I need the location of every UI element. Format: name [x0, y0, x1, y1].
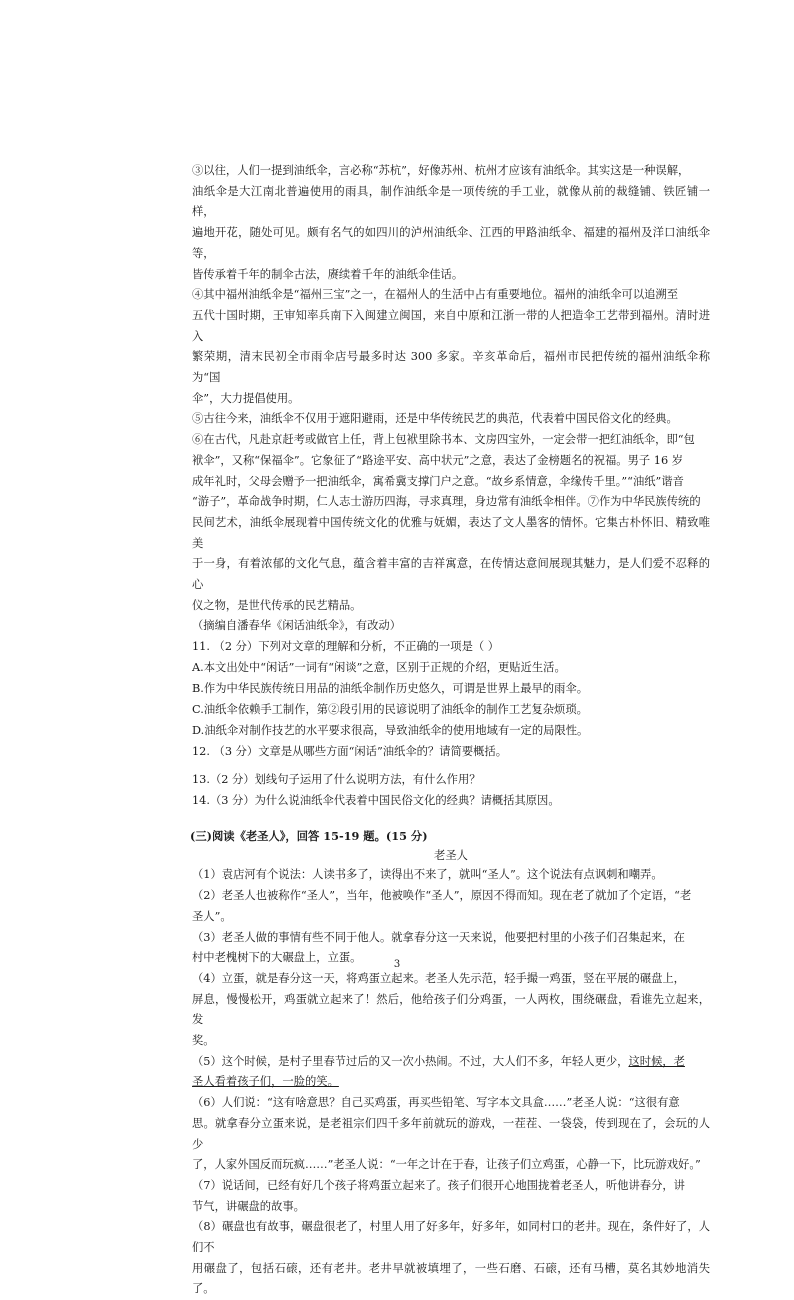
text-line: 思。就拿春分立蛋来说，是老祖宗们四千多年前就玩的游戏，一茬茬、一袋袋，传到现在了，会玩的人少: [192, 1116, 710, 1151]
story-title: 老圣人: [434, 849, 468, 863]
text-line: 五代十国时期，王审知率兵南下入闽建立闽国，来自中原和江浙一带的人把造伞工艺带到福州。清时进入: [192, 308, 710, 343]
text-line: （7）说话间，已经有好几个孩子将鸡蛋立起来了。孩子们很开心地围拢着老圣人，听他讲春分，讲: [192, 1178, 685, 1192]
question-13: 13.（2 分）划线句子运用了什么说明方法，有什么作用？: [192, 772, 481, 786]
section-heading: (三)阅读《老圣人》，回答 15-19 题。(15 分): [190, 829, 428, 844]
text-line: 伞”，大力提倡使用。: [192, 391, 300, 405]
document-body: [192, 161, 710, 1300]
paragraph-4: [192, 285, 710, 409]
text-line: 了，人家外国反而玩疯……”老圣人说：“一年之计在于春，让孩子们立鸡蛋，心静一下，比玩游戏好。”: [192, 1158, 701, 1172]
text-line: 皆传承着千年的制伞古法，赓续着千年的油纸伞佳话。: [192, 267, 464, 281]
text-line: 奖。: [192, 1034, 215, 1048]
page-number: 3: [393, 959, 401, 970]
text-line: 繁荣期，清末民初全市雨伞店号最多时达 300 多家。辛亥革命后，福州市民把传统的福州油纸伞称为“国: [192, 350, 710, 385]
text-line: 遍地开花，随处可见。颇有名气的如四川的泸州油纸伞、江西的甲路油纸伞、福建的福州及洋口油纸伞等，: [192, 226, 710, 260]
question-stem: 11. （2 分）下列对文章的理解和分析，不正确的一项是（ ）: [192, 640, 500, 654]
text-line: 油纸伞是大江南北普遍使用的雨具，制作油纸伞是一项传统的手工业，就像从前的裁缝铺、铁匠铺一样，: [192, 184, 710, 219]
text-line: 用碾盘了，包括石磙，还有老井。老井早就被填埋了，一些石磨、石磙，还有马槽，莫名其妙地消失了。: [192, 1261, 710, 1296]
underlined-sentence: 这时候，老: [628, 1054, 685, 1068]
story-paragraph-1: [192, 865, 710, 886]
story-paragraph-4: [192, 969, 710, 1052]
text-line: [192, 1072, 710, 1093]
text-line: 袱伞”，又称“保福伞”。它象征了“路途平安、高中状元”之意，表达了金榜题名的祝福。男子 16 岁: [192, 453, 684, 467]
text-line: ③以往，人们一提到油纸伞，言必称“苏杭”，好像苏州、杭州才应该有油纸伞。其实这是一种误解，: [192, 164, 690, 177]
text-line: （4）立蛋，就是春分这一天，将鸡蛋立起来。老圣人先示范，轻手撮一鸡蛋，竖在平展的碾盘上，: [192, 971, 685, 985]
text-line: （6）人们说：“这有啥意思？自己买鸡蛋，再买些铅笔、写字本文具盒……”老圣人说：“这很有意: [192, 1096, 680, 1110]
text-line: 节气，讲碾盘的故事。: [192, 1199, 305, 1213]
option-d: D.油纸伞对制作技艺的水平要求很高，导致油纸伞的使用地域有一定的局限性。: [192, 723, 589, 737]
text-line: 圣人”。: [192, 909, 232, 923]
question-12: 12. （3 分）文章是从哪些方面“闲话”油纸伞的？请简要概括。: [192, 744, 508, 758]
answer-space: [192, 811, 710, 826]
text-line: 于一身，有着浓郁的文化气息，蕴含着丰富的吉祥寓意，在传情达意间展现其魅力，是人们爱不忍释的心: [192, 557, 710, 592]
text-line: ⑥在古代，凡赴京赶考或做官上任，背上包袱里除书本、文房四宝外，一定会带一把红油纸伞，即“包: [192, 433, 695, 447]
text-line: （2）老圣人也被称作“圣人”，当年，他被唤作“圣人”，原因不得而知。现在老了就加了个定语，“老: [192, 889, 692, 903]
text-line: （1）袁店河有个说法：人读书多了，读得出不来了，就叫“圣人”。这个说法有点讽刺和嘲弄。: [192, 868, 663, 882]
story-paragraph-5: [192, 1052, 710, 1093]
option-a: A.本文出处中“闲话”一词有“闲谈”之意，区别于正规的介绍，更贴近生活。: [192, 661, 566, 675]
text-line: （3）老圣人做的事情有些不同于他人。就拿春分这一天来说，他要把村里的小孩子们召集起来，在: [192, 930, 685, 944]
story-paragraph-6: [192, 1093, 710, 1176]
text-line: 村中老槐树下的大碾盘上，立蛋。: [192, 951, 362, 965]
paragraph-3: [192, 161, 710, 285]
text-line: 屏息，慢慢松开，鸡蛋就立起来了！然后，他给孩子们分鸡蛋，一人两枚，围绕碾盘，看谁先立起来，发: [192, 992, 710, 1027]
text-line: 成年礼时，父母会赠予一把油纸伞，寓希冀支撑门户之意。“故乡系情意，伞缘传千里。”“油纸”谐音: [192, 474, 684, 488]
text-line: 民间艺术，油纸伞展现着中国传统文化的优雅与妩媚，表达了文人墨客的情怀。它集古朴怀旧、精致唯美: [192, 515, 710, 550]
paragraph-5: ⑤古往今来，油纸伞不仅用于遮阳避雨，还是中华传统民艺的典范，代表着中国民俗文化的经典。: [192, 412, 678, 426]
text-line: “游子”，革命战争时期，仁人志士游历四海，寻求真理，身边常有油纸伞相伴。⑦作为中华民族传统的: [192, 495, 701, 509]
plain-text: （5）这个时候，是村子里春节过后的又一次小热闹。不过，大人们不多，年轻人更少，: [192, 1054, 629, 1068]
question-14: 14.（3 分）为什么说油纸伞代表着中国民俗文化的经典？请概括其原因。: [192, 793, 560, 807]
question-11: [192, 637, 710, 742]
option-b: B.作为中华民族传统日用品的油纸伞制作历史悠久，可谓是世界上最早的雨伞。: [192, 681, 588, 695]
story-paragraph-8: [192, 1217, 710, 1300]
story-paragraph-7: [192, 1176, 710, 1217]
source-citation: （摘编自潘春华《闲话油纸伞》，有改动）: [192, 619, 401, 633]
story-paragraph-2: [192, 886, 710, 927]
text-line: 仪之物，是世代传承的民艺精品。: [192, 598, 362, 612]
paragraph-6: [192, 430, 710, 616]
option-c: C.油纸伞依赖手工制作，第②段引用的民谚说明了油纸伞的制作工艺复杂烦琐。: [192, 702, 588, 716]
underlined-sentence: 圣人看着孩子们，一脸的笑。: [192, 1075, 339, 1089]
text-line: （8）碾盘也有故事，碾盘很老了，村里人用了好多年，好多年，如同村口的老井。现在，条件好了，人们不: [192, 1220, 710, 1255]
text-line: ④其中福州油纸伞是“福州三宝”之一，在福州人的生活中占有重要地位。福州的油纸伞可以追溯至: [192, 288, 679, 302]
text-line: [192, 1052, 710, 1073]
answer-space: [192, 763, 710, 770]
